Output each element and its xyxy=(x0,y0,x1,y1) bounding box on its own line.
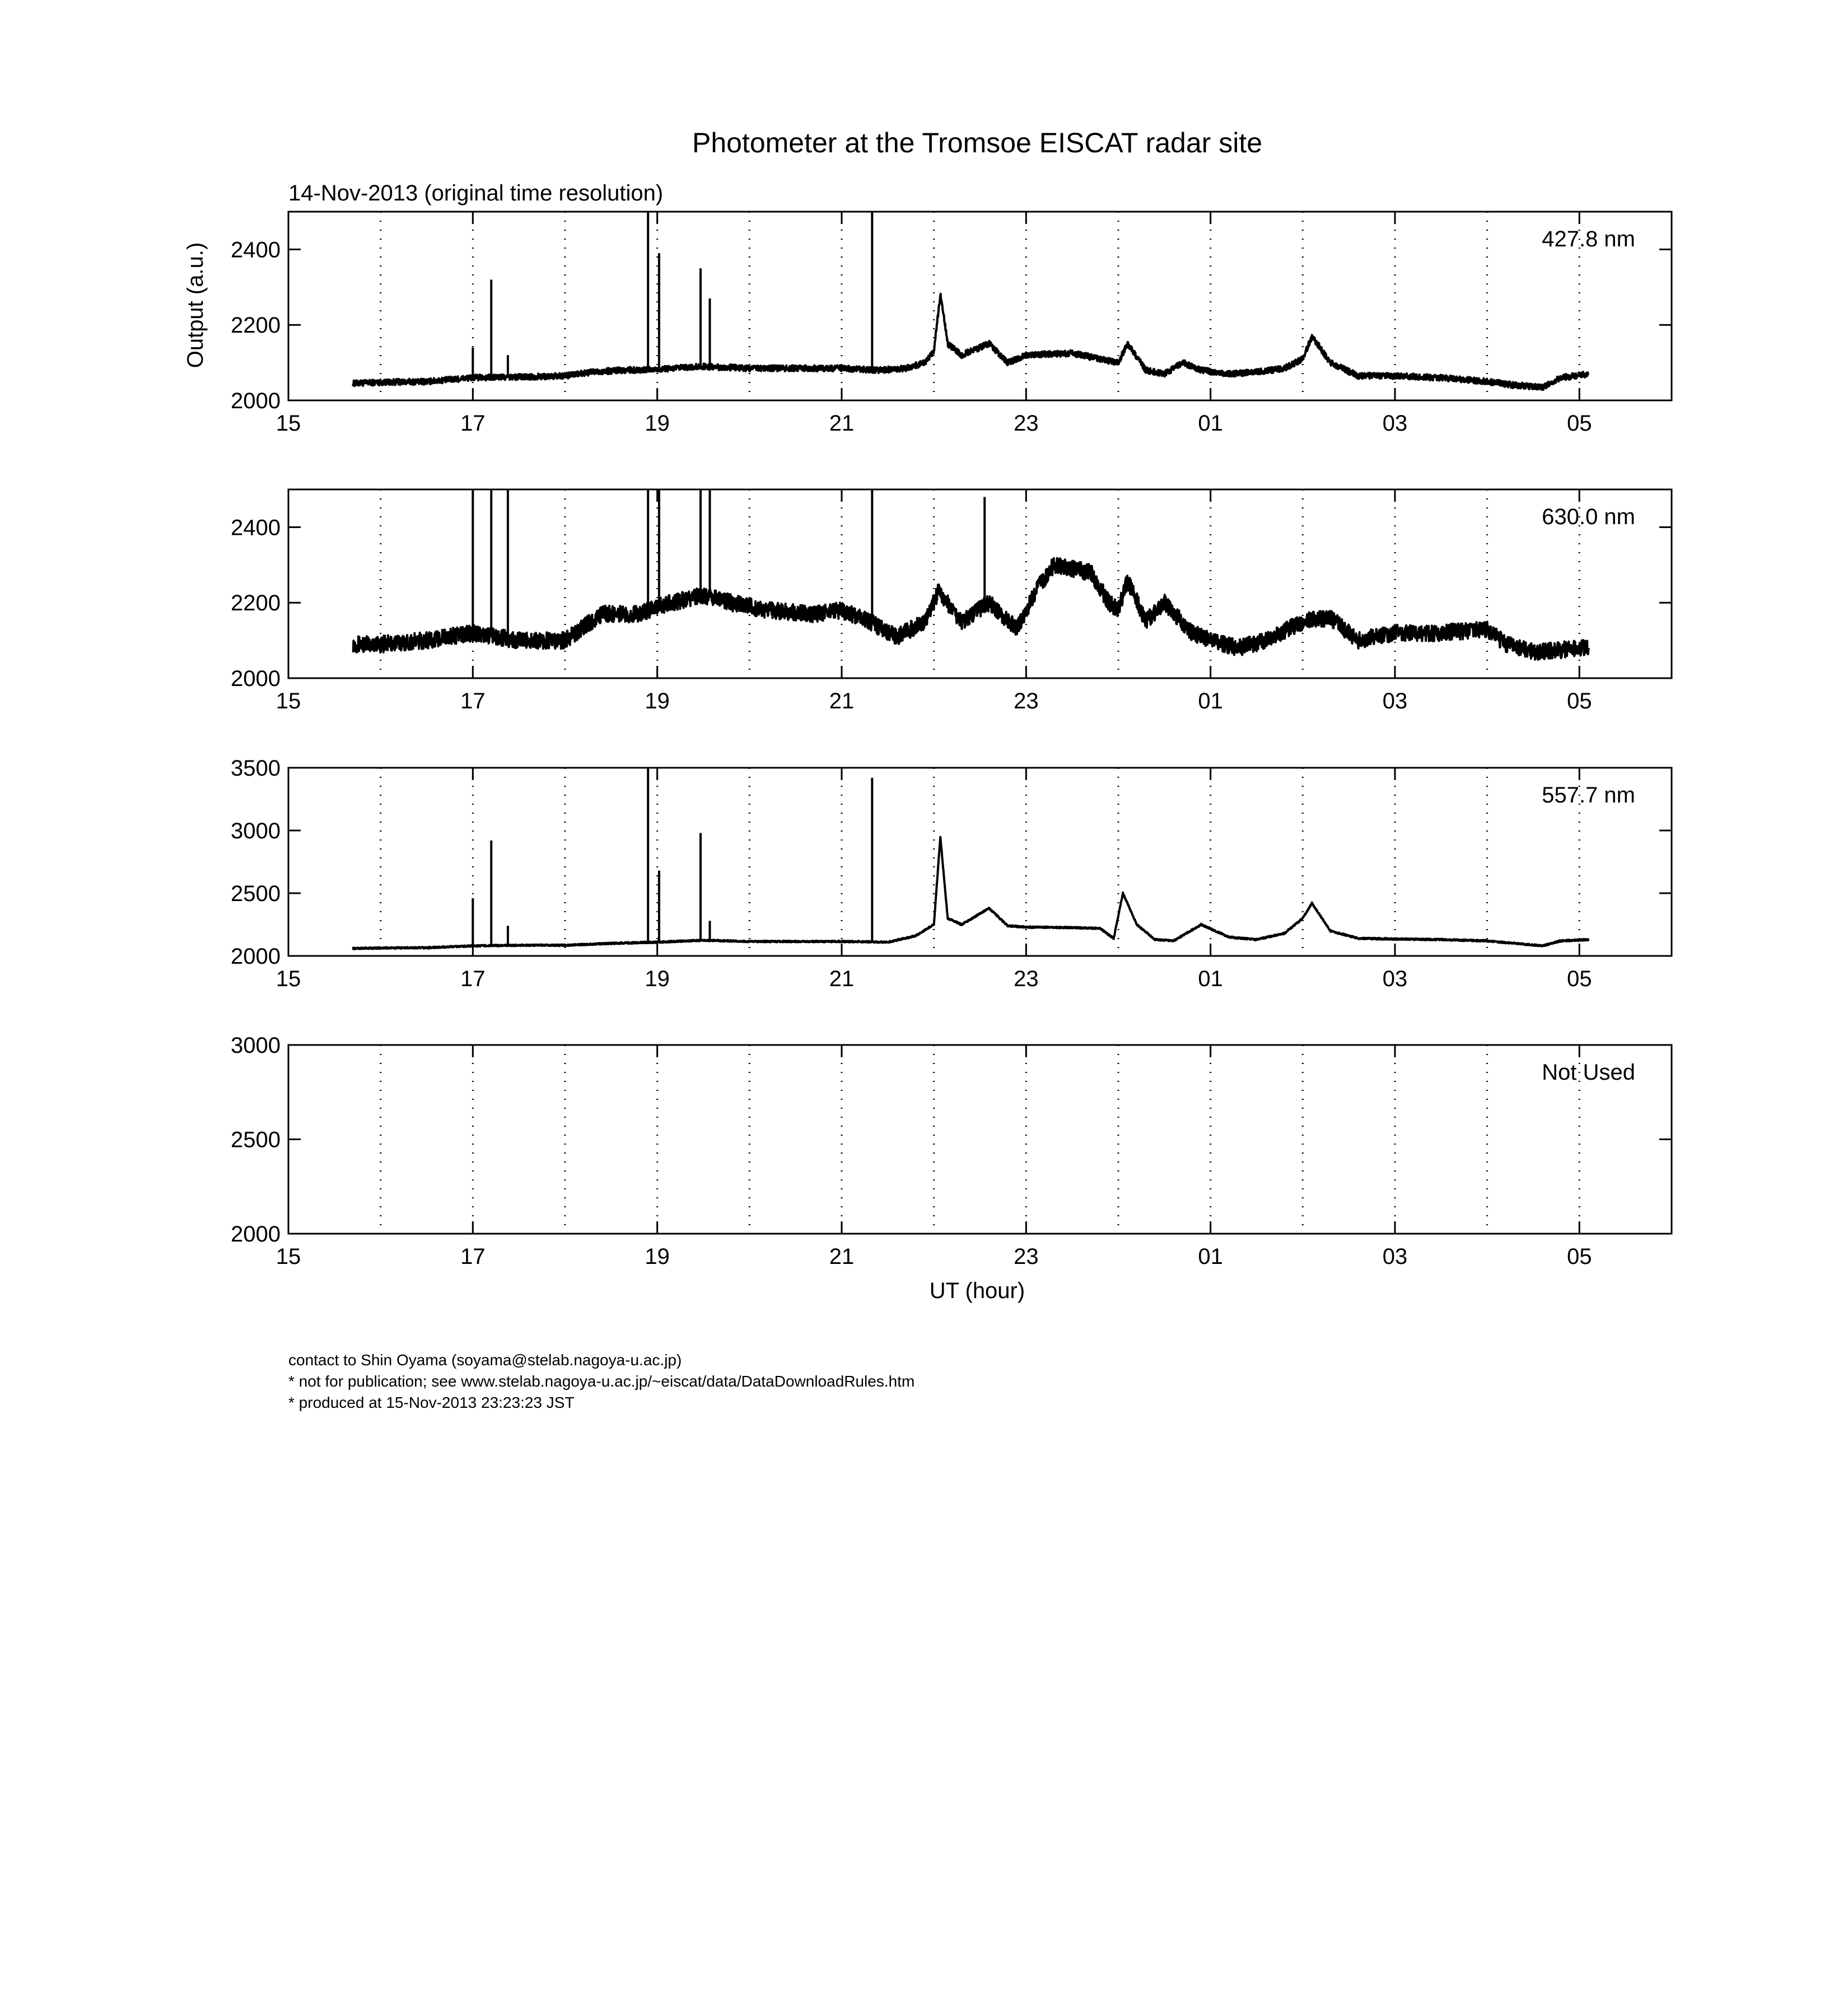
axes-box xyxy=(288,489,1672,678)
series-line xyxy=(353,294,1589,390)
y-tick-label: 2000 xyxy=(231,666,281,691)
x-tick-label: 01 xyxy=(1198,411,1223,436)
y-tick-label: 3000 xyxy=(231,1033,281,1058)
x-tick-label: 01 xyxy=(1198,1244,1223,1269)
x-tick-label: 03 xyxy=(1382,1244,1408,1269)
footer-produced: * produced at 15-Nov-2013 23:23:23 JST xyxy=(288,1394,575,1411)
y-tick-label: 3500 xyxy=(231,756,281,781)
x-tick-label: 23 xyxy=(1014,411,1039,436)
y-tick-label: 2400 xyxy=(231,515,281,540)
y-tick-label: 3000 xyxy=(231,819,281,843)
x-tick-label: 23 xyxy=(1014,1244,1039,1269)
axes-box xyxy=(288,768,1672,956)
x-tick-label: 21 xyxy=(829,411,855,436)
x-tick-label: 19 xyxy=(645,689,670,713)
x-tick-label: 17 xyxy=(460,411,486,436)
x-tick-label: 17 xyxy=(460,689,486,713)
x-tick-label: 19 xyxy=(645,1244,670,1269)
x-tick-label: 05 xyxy=(1567,411,1592,436)
x-tick-label: 03 xyxy=(1382,411,1408,436)
figure-subtitle: 14-Nov-2013 (original time resolution) xyxy=(288,181,664,206)
x-tick-label: 23 xyxy=(1014,967,1039,991)
x-tick-label: 03 xyxy=(1382,967,1408,991)
x-tick-label: 15 xyxy=(276,411,301,436)
y-tick-label: 2000 xyxy=(231,389,281,413)
x-tick-label: 15 xyxy=(276,1244,301,1269)
panel-label: 630.0 nm xyxy=(1542,505,1635,529)
footer-contact: contact to Shin Oyama (soyama@stelab.nagoya-u.ac.jp) xyxy=(288,1351,682,1369)
x-tick-label: 05 xyxy=(1567,1244,1592,1269)
y-tick-label: 2000 xyxy=(231,944,281,969)
x-tick-label: 15 xyxy=(276,967,301,991)
x-tick-label: 01 xyxy=(1198,967,1223,991)
panel-4 xyxy=(231,1033,1672,1269)
y-tick-label: 2500 xyxy=(231,1127,281,1152)
x-tick-label: 21 xyxy=(829,1244,855,1269)
x-tick-label: 03 xyxy=(1382,689,1408,713)
x-tick-label: 15 xyxy=(276,689,301,713)
footer-notes xyxy=(288,1350,914,1413)
y-tick-label: 2000 xyxy=(231,1222,281,1247)
panel-label: 427.8 nm xyxy=(1542,227,1635,251)
panel-label: 557.7 nm xyxy=(1542,783,1635,808)
y-tick-label: 2200 xyxy=(231,591,281,616)
x-tick-label: 05 xyxy=(1567,689,1592,713)
x-tick-label: 17 xyxy=(460,967,486,991)
x-tick-label: 19 xyxy=(645,967,670,991)
panel-label: Not Used xyxy=(1542,1060,1635,1085)
y-tick-label: 2200 xyxy=(231,313,281,338)
y-tick-label: 2400 xyxy=(231,237,281,263)
y-axis-label: Output (a.u.) xyxy=(183,242,208,368)
x-tick-label: 23 xyxy=(1014,689,1039,713)
x-tick-label: 17 xyxy=(460,1244,486,1269)
axes-box xyxy=(288,1045,1672,1234)
series-line xyxy=(353,558,1589,660)
x-tick-label: 01 xyxy=(1198,689,1223,713)
x-tick-label: 21 xyxy=(829,689,855,713)
x-tick-label: 19 xyxy=(645,411,670,436)
axes-box xyxy=(288,212,1672,400)
figure-title: Photometer at the Tromsoe EISCAT radar site xyxy=(692,127,1263,158)
x-axis-label: UT (hour) xyxy=(929,1278,1025,1303)
y-tick-label: 2500 xyxy=(231,881,281,906)
panel-3 xyxy=(231,756,1672,991)
footer-rules: * not for publication; see www.stelab.nagoya-u.ac.jp/~eiscat/data/DataDownloadRules.htm xyxy=(288,1373,915,1390)
panel-1 xyxy=(231,212,1672,436)
series-line xyxy=(353,837,1589,949)
panel-2 xyxy=(231,489,1672,713)
panels-group xyxy=(231,212,1672,1269)
x-tick-label: 05 xyxy=(1567,967,1592,991)
x-tick-label: 21 xyxy=(829,967,855,991)
